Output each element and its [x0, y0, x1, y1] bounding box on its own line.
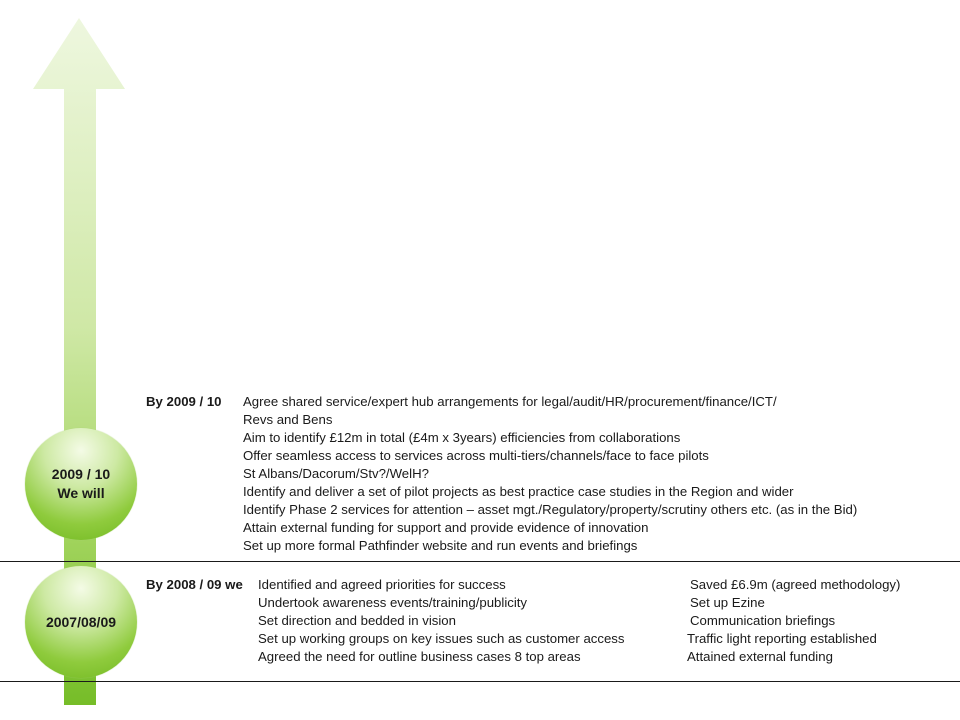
achievement-list: [258, 576, 625, 666]
divider-bottom: [0, 681, 960, 682]
section-lead: By 2009 / 10: [146, 394, 222, 409]
list-item: Set up working groups on key issues such as customer access: [258, 631, 625, 646]
list-item: Identify and deliver a set of pilot projects as best practice case studies in the Region and wider: [243, 484, 794, 499]
list-item: Identify Phase 2 services for attention – asset mgt./Regulatory/property/scrutiny others etc. (as in the Bid): [243, 502, 858, 517]
list-item: Set direction and bedded in vision: [258, 613, 456, 628]
list-item: Aim to identify £12m in total (£4m x 3years) efficiencies from collaborations: [243, 430, 681, 445]
list-item: Set up more formal Pathfinder website and run events and briefings: [243, 538, 638, 553]
list-item: St Albans/Dacorum/Stv?/WelH?: [243, 466, 429, 481]
goal-list: [243, 393, 857, 555]
list-item: Offer seamless access to services across multi-tiers/channels/face to face pilots: [243, 448, 709, 463]
list-item: Saved £6.9m (agreed methodology): [690, 577, 901, 592]
section-2009-10: [146, 393, 946, 558]
achievement-list-secondary: [687, 576, 901, 666]
list-item: Revs and Bens: [243, 412, 333, 427]
section-lead: By 2008 / 09 we: [146, 577, 243, 592]
list-item: Traffic light reporting established: [687, 631, 877, 646]
list-item: Agreed the need for outline business cases 8 top areas: [258, 649, 581, 664]
list-item: Undertook awareness events/training/publicity: [258, 595, 528, 610]
milestone-year: 2009 / 10: [51, 466, 111, 482]
section-2008-09: [146, 576, 946, 671]
list-item: Identified and agreed priorities for success: [258, 577, 506, 592]
list-item: Set up Ezine: [690, 595, 765, 610]
list-item: Agree shared service/expert hub arrangements for legal/audit/HR/procurement/finance/ICT/: [243, 394, 777, 409]
divider-top: [0, 561, 960, 562]
list-item: Attain external funding for support and provide evidence of innovation: [243, 520, 649, 535]
milestone-year: 2007/08/09: [45, 613, 117, 630]
milestone-caption: We will: [57, 485, 105, 501]
milestone-2007-08-09: [25, 566, 137, 678]
list-item: Attained external funding: [687, 649, 833, 664]
list-item: Communication briefings: [690, 613, 836, 628]
milestone-2009-10: [25, 428, 137, 540]
